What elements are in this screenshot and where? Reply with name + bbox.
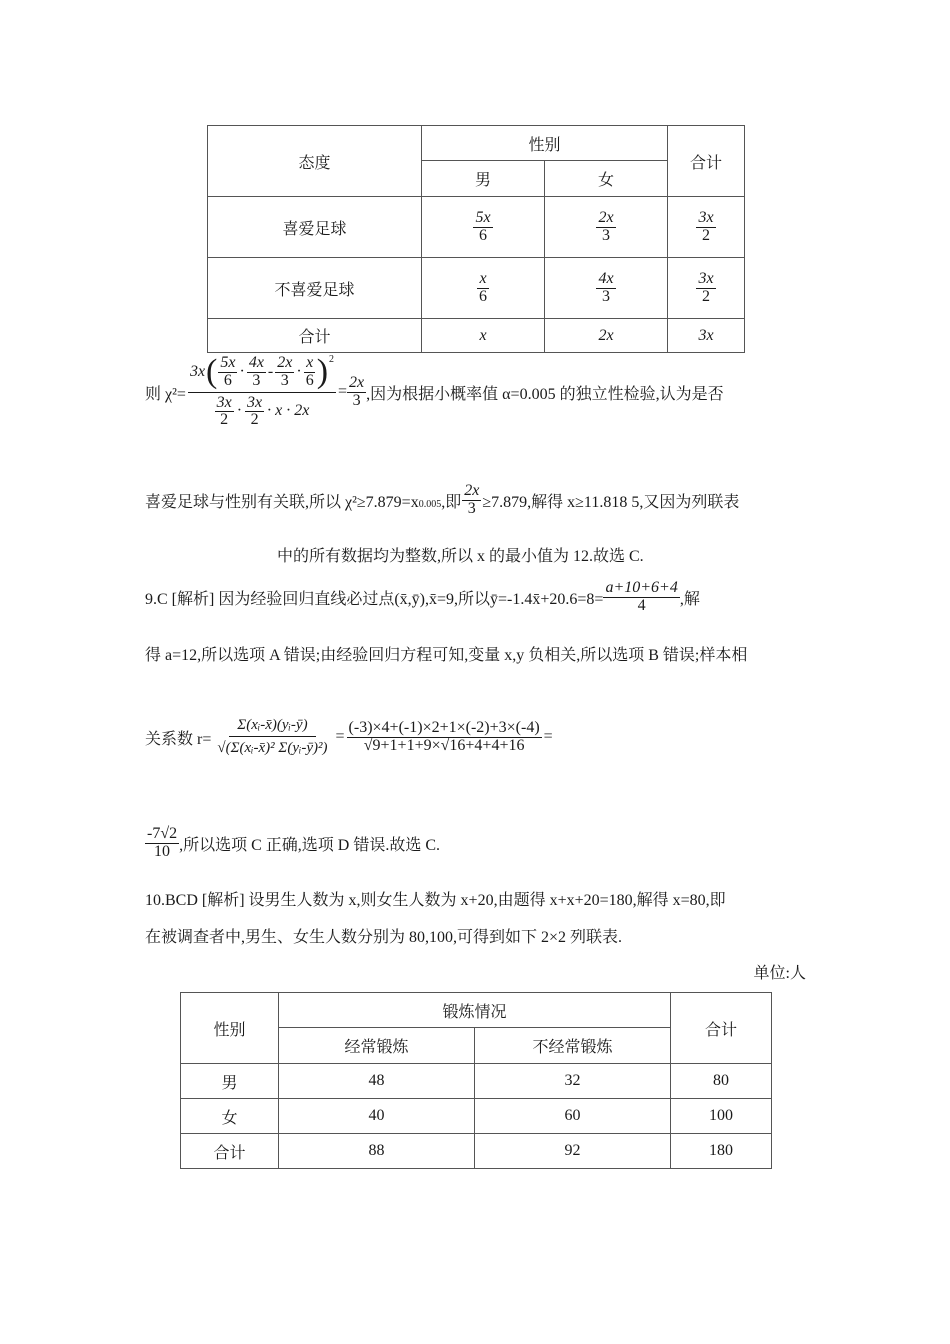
header-female: 女 <box>545 161 668 197</box>
q10-line2: 在被调查者中,男生、女生人数分别为 80,100,可得到如下 2×2 列联表. <box>145 929 623 946</box>
unit-label: 单位:人 <box>753 965 806 982</box>
chi-square-formula: 则 χ²= 3x ( $\frac{5x}{6}$ · $\frac{4x}{3}$ - $\frac{2x}{3}$ · $\frac{x}{6}$ ) $^2$ $\frac{3x}{2}$ · $\frac{3x}{2}$ · x · 2x = $\frac{2x}{3}$ ,因为根据小概率值 α=0.005 的独立性检验,认为是否 <box>145 353 724 429</box>
q9-result: $\frac{-7√2}{10}$ ,所以选项 C 正确,选项 D 错误.故选 C. <box>147 825 441 860</box>
fraction: $\frac{5x}{6}$ <box>475 208 491 244</box>
header-male: 男 <box>422 161 545 197</box>
table-row: 女 40 60 100 <box>181 1099 772 1134</box>
q10-line1: 10.BCD [解析] 设男生人数为 x,则女生人数为 x+20,由题得 x+x+20=180,解得 x=80,即 <box>145 892 726 909</box>
header-not-often: 不经常锻炼 <box>475 1028 671 1064</box>
header-total: 合计 <box>671 993 772 1064</box>
row-label: 不喜爱足球 <box>208 258 422 319</box>
fraction: $\frac{3x}{2}$ <box>698 208 714 244</box>
q9-line2: 得 a=12,所以选项 A 错误;由经验回归方程可知,变量 x,y 负相关,所以选项 B 错误;样本相 <box>145 647 748 664</box>
header-gender: 性别 <box>181 993 279 1064</box>
header-attitude: 态度 <box>208 126 422 197</box>
q9-line1: 9.C [解析] 因为经验回归直线必过点(x̄,ȳ),x̄=9,所以ȳ=-1.4x̄+20.6=8= $\frac{a+10+6+4}{4}$ ,解 <box>145 579 700 614</box>
table-row: 男 48 32 80 <box>181 1064 772 1099</box>
header-total: 合计 <box>668 126 745 197</box>
fraction: $\frac{2x}{3}$ <box>598 208 614 244</box>
text-line-association: 喜爱足球与性别有关联,所以 χ²≥7.879=x $_{0.005}$ ,即 $\frac{2x}{3}$ ≥7.879,解得 x≥11.818 5,又因为列联表 <box>145 482 740 517</box>
table-row-total: 合计 88 92 180 <box>181 1134 772 1169</box>
table-row <box>208 258 745 319</box>
contingency-table-football <box>207 125 745 353</box>
fraction: $\frac{4x}{3}$ <box>598 269 614 305</box>
correlation-formula: 关系数 r= $\frac{\text{Σ(xᵢ-x̄)(yᵢ-ȳ)}}{\text{√(Σ(xᵢ-x̄)² Σ(yᵢ-ȳ)²)}}$ = $\frac{(-3)\times 4+(-1)\times 2+1\times(-2)+3\times(-4)}{√9+1+1+9\times√16+4+4+16}$ = <box>145 717 553 756</box>
row-label: 喜爱足球 <box>208 197 422 258</box>
row-label: 合计 <box>208 319 422 353</box>
table-row-total: 合计 x 2x 3x <box>208 319 745 353</box>
header-gender: 性别 <box>422 126 668 161</box>
contingency-table-exercise <box>180 992 772 1169</box>
text-line-conclusion: 中的所有数据均为整数,所以 x 的最小值为 12.故选 C. <box>277 548 644 565</box>
table-row <box>208 197 745 258</box>
fraction: $\frac{x}{6}$ <box>479 269 487 305</box>
header-exercise: 锻炼情况 <box>279 993 671 1028</box>
fraction: $\frac{3x}{2}$ <box>698 269 714 305</box>
header-often: 经常锻炼 <box>279 1028 475 1064</box>
